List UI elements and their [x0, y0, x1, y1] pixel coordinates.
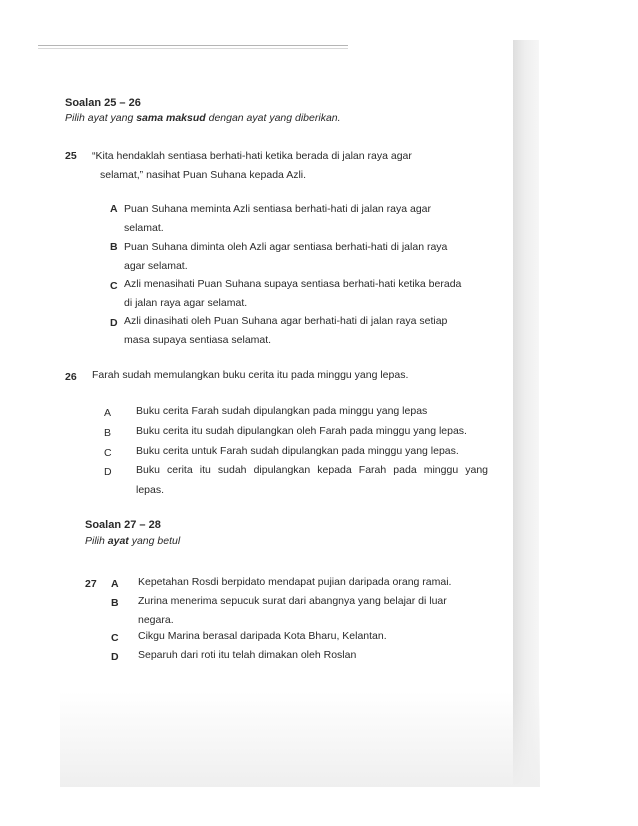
question-number: 26: [65, 371, 77, 383]
option-text: negara.: [138, 614, 174, 626]
option-text: Cikgu Marina berasal daripada Kota Bharu, Kelantan.: [138, 630, 387, 642]
instruction-emphasis: sama maksud: [136, 112, 206, 124]
option-letter: B: [104, 427, 112, 439]
option-letter: D: [110, 317, 118, 329]
option-text: Separuh dari roti itu telah dimakan oleh Roslan: [138, 649, 357, 661]
section-instruction: [65, 112, 341, 125]
option-text: Buku cerita untuk Farah sudah dipulangkan pada minggu yang lepas.: [136, 445, 459, 457]
option-text: lepas.: [136, 484, 165, 496]
option-text: masa supaya sentiasa selamat.: [124, 334, 272, 346]
top-rule-faint: [38, 48, 348, 49]
question-stem: selamat,” nasihat Puan Suhana kepada Azli.: [100, 169, 307, 181]
option-text: Azli menasihati Puan Suhana supaya sentiasa berhati-hati ketika berada: [124, 278, 462, 290]
option-text: Zurina menerima sepucuk surat dari abangnya yang belajar di luar: [138, 595, 447, 607]
option-text: di jalan raya agar selamat.: [124, 297, 248, 309]
question-number: 25: [65, 150, 77, 162]
section-title: Soalan 27 – 28: [85, 519, 161, 531]
option-text: agar selamat.: [124, 260, 188, 272]
option-letter: D: [104, 466, 112, 478]
option-letter: B: [110, 241, 118, 253]
page-edge-shadow: [513, 40, 539, 785]
option-letter: C: [104, 447, 112, 459]
option-letter: D: [111, 651, 119, 663]
option-text: Buku cerita Farah sudah dipulangkan pada minggu yang lepas: [136, 405, 428, 417]
option-text: Kepetahan Rosdi berpidato mendapat pujian daripada orang ramai.: [138, 576, 452, 588]
option-text: Puan Suhana diminta oleh Azli agar sentiasa berhati-hati di jalan raya: [124, 241, 448, 253]
option-text: Buku cerita itu sudah dipulangkan kepada Farah pada minggu yang: [136, 464, 488, 476]
option-text: Puan Suhana meminta Azli sentiasa berhati-hati di jalan raya agar: [124, 203, 432, 215]
option-text: selamat.: [124, 222, 164, 234]
section-instruction: [85, 535, 180, 548]
option-letter: C: [110, 280, 118, 292]
question-stem: Farah sudah memulangkan buku cerita itu pada minggu yang lepas.: [92, 369, 409, 381]
top-rule: [38, 45, 348, 46]
instruction-text: dengan ayat yang diberikan.: [205, 112, 341, 124]
instruction-text: yang betul: [128, 535, 181, 547]
option-letter: A: [110, 203, 118, 215]
section-title: Soalan 25 – 26: [65, 97, 141, 109]
question-stem: “Kita hendaklah sentiasa berhati-hati ketika berada di jalan raya agar: [92, 150, 412, 162]
option-letter: C: [111, 632, 119, 644]
option-letter: A: [104, 407, 112, 419]
option-text: Azli dinasihati oleh Puan Suhana agar berhati-hati di jalan raya setiap: [124, 315, 448, 327]
option-text: Buku cerita itu sudah dipulangkan oleh Farah pada minggu yang lepas.: [136, 425, 467, 437]
instruction-text: Pilih: [85, 535, 108, 547]
option-letter: B: [111, 597, 119, 609]
bottom-shadow: [60, 692, 540, 787]
instruction-text: Pilih ayat yang: [65, 112, 137, 124]
instruction-emphasis: ayat: [107, 535, 129, 547]
option-letter: A: [111, 578, 119, 590]
question-number: 27: [85, 578, 97, 590]
